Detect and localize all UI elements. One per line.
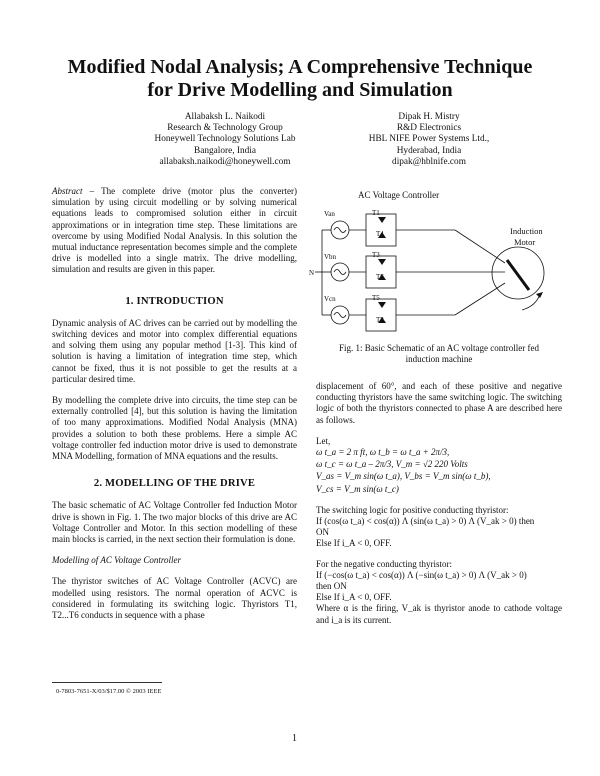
intro-paragraph-2: By modelling the complete drive into circuits, the time step can be externally controlled [4], but this solution is having the limitation of too many approximations. Modified Nodal Analysis (MNA) provides a solution to both these problems. Here a simple AC voltage controller fed induction motor drive is used to demonstrate MNA Modelling, formation of MNA equations and the results. bbox=[52, 395, 297, 462]
svg-text:Induction: Induction bbox=[510, 226, 543, 236]
left-column bbox=[52, 186, 297, 631]
negative-condition: If (−cos(ω t_a) < cos(α)) Λ (−sin(ω t_a) > 0) Λ (V_ak > 0) bbox=[316, 569, 527, 580]
figure-caption: Fig. 1: Basic Schematic of an AC voltage controller fed induction machine bbox=[339, 343, 539, 365]
svg-text:T1: T1 bbox=[372, 209, 380, 217]
svg-text:Van: Van bbox=[324, 210, 335, 218]
modelling-paragraph-1: The basic schematic of AC Voltage Controller fed Induction Motor drive is shown in Fig. 1. The two major blocks of this drive are AC Voltage Controller and Motor. In this section modelling of these main blocks is carried, in the next section their formulation is done. bbox=[52, 500, 297, 545]
svg-text:Vbn: Vbn bbox=[324, 253, 337, 261]
svg-text:N: N bbox=[309, 269, 315, 277]
section-2-heading: 2. MODELLING OF THE DRIVE bbox=[93, 478, 256, 490]
svg-text:T2: T2 bbox=[376, 316, 384, 324]
where-paragraph: Where α is the firing, V_ak is thyristor anode to cathode voltage and i_a is its current. bbox=[316, 603, 562, 625]
author-left: Allabaksh L. Naikodi Research & Technology Group Honeywell Technology Solutions Lab Bangalore, India allabaksh.naikodi@honeywell.com bbox=[154, 112, 296, 167]
intro-paragraph-1: Dynamic analysis of AC drives can be carried out by modelling the switching devices and motor into complex differential equations and solving them using any popular method [1-3]. This kind of solution is having a limitation of integration time step, which cannot be fixed, thus it is not possible to get the results at a particular desired time. bbox=[52, 317, 297, 384]
svg-text:T3: T3 bbox=[372, 251, 380, 259]
right-column: displacement of 60°, and each of these positive and negative conducting thyristors have the same switching logic. The switching logic of both the thyristors connected to phase A are described here as follows. Let, ω t_a = 2 π ft, ω t_b = ω t_a + 2π/3, ω t_c = ω t_a – 2π/3, V_m = √2 220 Volts V_as = V_m sin(ω t_a), V_bs = V_m sin(ω t_b), V_cs = V_m sin(ω t_c) The switching logic for positive conducting thyristor: If (cos(ω t_a) < cos(α)) Λ (sin(ω t_a) > 0) Λ (V_ak > 0) then ON Else If i_A < 0, OFF. For the negative conducting thyristor: If (−cos(ω t_a) < cos(α)) Λ (−sin(ω t_a) > 0) Λ (V_ak > 0) then ON Else If i_A < 0, OFF. Where α is the firing, V_ak is thyristor anode to cathode voltage and i_a is its current. bbox=[316, 381, 562, 625]
switching-paragraph: displacement of 60°, and each of these positive and negative conducting thyristors have the same switching logic. The switching logic of both the thyristors connected to phase A are described here as follows. bbox=[316, 381, 562, 425]
author-right: Dipak H. Mistry R&D Electronics HBL NIFE Power Systems Ltd., Hyderabad, India dipak@hblnife.com bbox=[368, 112, 490, 167]
paper-title: Modified Nodal Analysis; A Comprehensive Technique for Drive Modelling and Simulation bbox=[67, 56, 533, 101]
equation-1: ω t_a = 2 π ft, ω t_b = ω t_a + 2π/3, bbox=[316, 447, 450, 458]
equation-3: V_as = V_m sin(ω t_a), V_bs = V_m sin(ω t_b), bbox=[316, 471, 491, 482]
positive-condition: If (cos(ω t_a) < cos(α)) Λ (sin(ω t_a) > 0) Λ (V_ak > 0) then bbox=[316, 516, 535, 527]
figure-title: AC Voltage Controller bbox=[358, 190, 440, 200]
footnote: 0-7803-7651-X/03/$17.00 © 2003 IEEE bbox=[56, 688, 162, 695]
svg-text:T6: T6 bbox=[376, 273, 384, 281]
subsection-heading: Modelling of AC Voltage Controller bbox=[52, 555, 181, 566]
svg-text:Vcn: Vcn bbox=[324, 295, 336, 303]
page-number: 1 bbox=[292, 733, 297, 744]
equation-4: V_cs = V_m sin(ω t_c) bbox=[316, 483, 399, 494]
modelling-paragraph-2: The thyristor switches of AC Voltage Controller (ACVC) are modelled using resistors. The normal operation of ACVC is considered in formulating its switching logic. Thyristors T1, T2...T6 conducts in sequence with a phase bbox=[52, 576, 297, 621]
svg-text:Motor: Motor bbox=[514, 237, 536, 247]
section-1-heading: 1. INTRODUCTION bbox=[125, 295, 224, 307]
abstract: Abstract – The complete drive (motor plus the converter) simulation by using circuit modelling or by solving numerical equations leads to compromised solution either in circuit approximations or in integration time step. These limitations are overcome by using Modified Nodal Analysis. In this solution the mutual inductance representation becomes simple and the complete drive is modelled into a single matrix. The drive modelling, simulation and results are given in this paper. bbox=[52, 186, 297, 275]
svg-text:T5: T5 bbox=[372, 294, 380, 302]
svg-text:T4: T4 bbox=[376, 230, 384, 238]
footnote-rule bbox=[52, 682, 162, 683]
equation-2: ω t_c = ω t_a – 2π/3, V_m = √2 220 Volts bbox=[316, 459, 468, 470]
